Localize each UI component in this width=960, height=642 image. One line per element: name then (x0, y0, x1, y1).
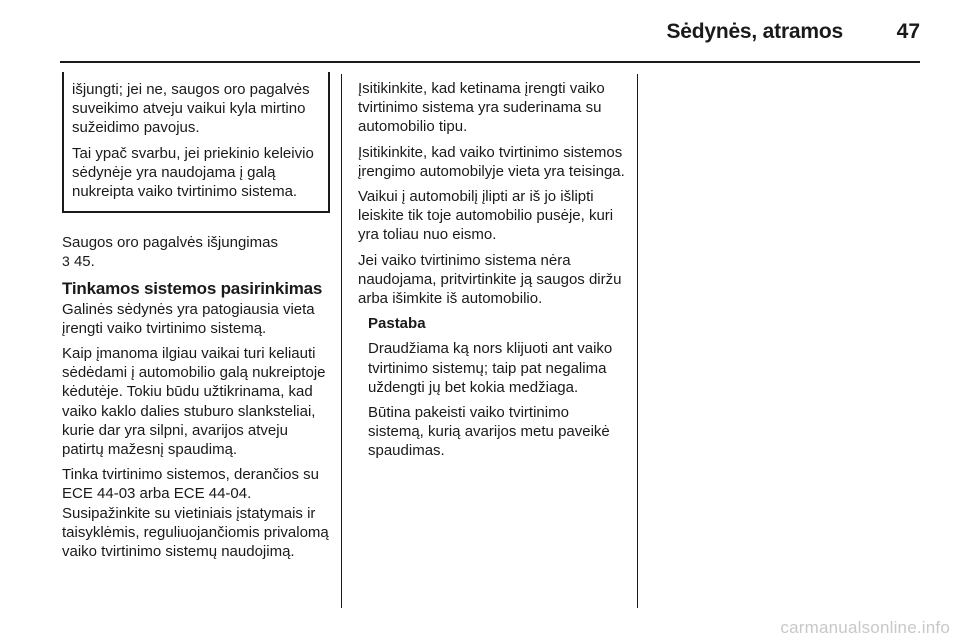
warning-text-2: Tai ypač svarbu, jei priekinio keleivio sėdynėje yra naudojama į galą nukreipta vaiko tvirtinimo sistema. (72, 144, 314, 201)
paragraph: Jei vaiko tvirtinimo sistema nėra naudojama, pritvirtinkite ją saugos diržu arba išimkite iš automobilio. (358, 251, 622, 308)
paragraph: Įsitikinkite, kad vaiko tvirtinimo sistemos įrengimo automobilyje vieta yra teisinga. (358, 143, 625, 180)
arrow-reference-icon: 3 (62, 253, 70, 270)
paragraph: Įsitikinkite, kad ketinama įrengti vaiko tvirtinimo sistema yra suderinama su automobilio tipu. (358, 80, 605, 136)
column-divider-left (341, 74, 342, 608)
airbag-reference-page[interactable]: 45. (73, 253, 95, 271)
column-divider-right (637, 74, 638, 608)
warning-box (62, 72, 330, 213)
paragraph: Vaikui į automobilį įlipti ar iš jo išlipti leiskite tik toje automobilio pusėje, kuri yra toliau nuo eismo. (358, 188, 614, 244)
airbag-reference-text: Saugos oro pagalvės išjungimas (62, 234, 278, 252)
column-middle (358, 79, 626, 467)
paragraph: Kaip įmanoma ilgiau vaikai turi keliauti sėdėdami į automobilio galą nukreiptoje kėdutėje. Tokiu būdu užtikrinama, kad vaiko kaklo dalies stuburo slanksteliai, kurie dar yra silpni, avarijos atveju patirtų mažesnį spaudimą. (62, 345, 326, 459)
note-block (368, 314, 626, 460)
header-rule (60, 61, 920, 63)
page-header-title: Sėdynės, atramos (666, 20, 843, 43)
airbag-reference (62, 233, 330, 271)
column-left (62, 72, 330, 567)
watermark: carmanualsonline.info (780, 618, 950, 637)
note-text-1: Draudžiama ką nors klijuoti ant vaiko tvirtinimo sistemų; taip pat negalima uždengti jų bet kokia medžiaga. (368, 340, 613, 396)
paragraph: Galinės sėdynės yra patogiausia vieta įrengti vaiko tvirtinimo sistemą. (62, 300, 315, 337)
note-text-2: Būtina pakeisti vaiko tvirtinimo sistemą, kurią avarijos metu paveikė spaudimas. (368, 404, 610, 460)
note-title: Pastaba (368, 315, 426, 333)
section-heading: Tinkamos sistemos pasirinkimas (62, 278, 323, 298)
warning-text-1: išjungti; jei ne, saugos oro pagalvės suveikimo atveju vaikui kyla mirtino sužeidimo pavojus. (72, 81, 310, 137)
paragraph: Tinka tvirtinimo sistemos, derančios su ECE 44-03 arba ECE 44-04. Susipažinkite su vietiniais įstatymais ir taisyklėmis, reguliuojančiomis privalomą vaiko tvirtinimo sistemų naudojimą. (62, 466, 329, 561)
page-number: 47 (896, 20, 920, 43)
